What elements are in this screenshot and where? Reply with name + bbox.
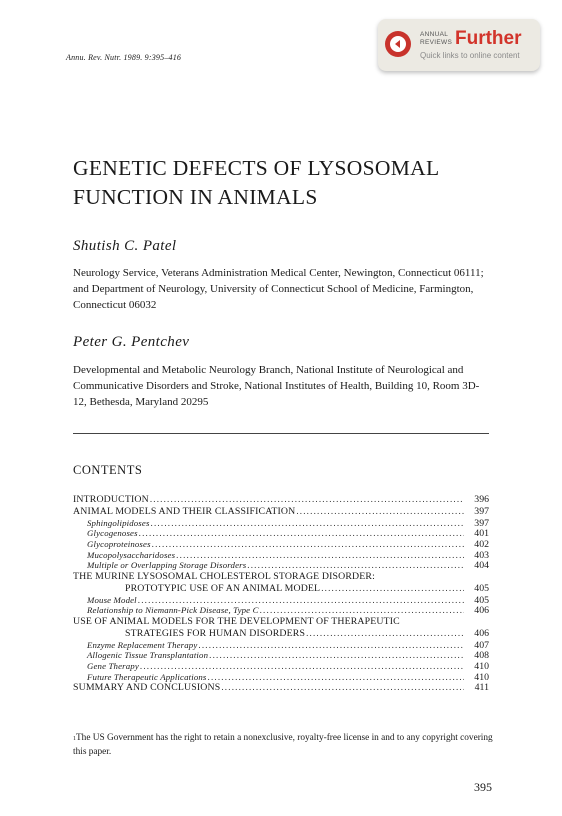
toc-entry (73, 616, 489, 628)
toc-entry-page: 405 (474, 594, 489, 606)
footnote-text: The US Government has the right to retain a nonexclusive, royalty-free license in and to any copyright covering this paper. (73, 733, 493, 757)
toc-entry (73, 571, 489, 583)
section-divider (73, 433, 489, 434)
toc-entry-page: 402 (474, 538, 489, 550)
toc-entry-label: USE OF ANIMAL MODELS FOR THE DEVELOPMENT OF THERAPEUTIC (73, 616, 400, 627)
toc-entry-label: Glycogenoses (87, 528, 138, 539)
toc-entry (73, 650, 489, 661)
author-name: Peter G. Pentchev (73, 334, 190, 350)
toc-entry-page: 406 (474, 627, 489, 639)
author-name: Shutish C. Patel (73, 238, 177, 254)
toc-entry-label: Multiple or Overlapping Storage Disorders (87, 560, 247, 571)
toc-leader-dots (321, 583, 464, 595)
toc-leader-dots (198, 640, 464, 651)
annual-reviews-further-logo-icon (385, 31, 411, 57)
toc-entry-label: Mucopolysaccharidoses (87, 549, 176, 560)
toc-entry-page: 407 (474, 639, 489, 651)
toc-entry (73, 506, 489, 518)
toc-entry-label: Allogenic Tissue Transplantation (87, 650, 209, 661)
toc-leader-dots (150, 494, 464, 506)
toc-entry-page: 411 (474, 682, 489, 694)
toc-leader-dots (140, 661, 464, 672)
article-title: GENETIC DEFECTS OF LYSOSOMAL FUNCTION IN ANIMALS (73, 156, 439, 209)
toc-entry (73, 682, 489, 694)
toc-entry-page: 405 (474, 582, 489, 594)
toc-entry (73, 494, 489, 506)
toc-leader-dots (209, 650, 464, 661)
toc-entry-page: 396 (474, 494, 489, 505)
toc-entry-label: THE MURINE LYSOSOMAL CHOLESTEROL STORAGE DISORDER: (73, 571, 375, 583)
toc-entry-page: 403 (474, 549, 489, 561)
toc-entry (73, 640, 489, 651)
toc-entry-page: 401 (474, 528, 489, 539)
toc-entry (73, 605, 489, 616)
toc-leader-dots (139, 528, 464, 539)
toc-leader-dots (152, 539, 464, 550)
toc-entry (73, 550, 489, 561)
toc-entry (73, 628, 489, 640)
author-affiliation: Developmental and Metabolic Neurology Branch, National Institute of Neurological and Communicative Disorders and Stroke, National Institutes of Health, Building 10, Room 3D-12, Bethesda, Maryland 20295 (73, 364, 480, 408)
toc-entry (73, 518, 489, 529)
toc-entry-label: Mouse Model (87, 594, 137, 605)
further-links-badge[interactable] (378, 19, 540, 71)
author-affiliation: Neurology Service, Veterans Administration Medical Center, Newington, Connecticut 06111; and Department of Neurology, University of Connecticut School of Medicine, Farmington, Connecticut 06032 (73, 267, 484, 311)
toc-entry-label: INTRODUCTION (73, 494, 149, 505)
toc-entry-label: ANIMAL MODELS AND THEIR CLASSIFICATION (73, 505, 296, 517)
toc-leader-dots (260, 605, 464, 616)
toc-entry-page: 408 (474, 650, 489, 661)
toc-entry-label: Future Therapeutic Applications (87, 671, 207, 682)
toc-entry (73, 539, 489, 550)
toc-entry (73, 560, 489, 571)
toc-leader-dots (296, 506, 464, 518)
toc-leader-dots (208, 672, 465, 683)
journal-citation: Annu. Rev. Nutr. 1989. 9:395–416 (66, 53, 182, 62)
toc-leader-dots (306, 628, 464, 640)
page-number: 395 (474, 780, 492, 794)
toc-entry (73, 595, 489, 606)
toc-leader-dots (247, 560, 464, 571)
toc-entry-label: Sphingolipidoses (87, 517, 150, 528)
badge-annual-reviews-label: ANNUAL REVIEWS (420, 31, 453, 46)
toc-entry-page: 410 (474, 660, 489, 672)
toc-entry (73, 583, 489, 595)
toc-entry (73, 528, 489, 539)
toc-entry-page: 397 (474, 517, 489, 529)
footnote (73, 731, 493, 759)
toc-entry-label: Relationship to Niemann-Pick Disease, Type C (87, 605, 259, 616)
toc-entry-label: Glycoproteinoses (87, 538, 151, 549)
toc-leader-dots (138, 595, 464, 606)
badge-further-label: Further (455, 28, 522, 49)
toc-entry-label: PROTOTYPIC USE OF AN ANIMAL MODEL (125, 582, 321, 594)
badge-subtitle: Quick links to online content (420, 51, 520, 60)
footnote-marker: 1 (73, 736, 76, 742)
toc-leader-dots (151, 518, 464, 529)
toc-entry-label: Gene Therapy (87, 660, 139, 671)
toc-leader-dots (176, 550, 464, 561)
toc-entry (73, 672, 489, 683)
contents-heading: CONTENTS (73, 463, 143, 477)
table-of-contents (73, 494, 489, 694)
toc-entry-page: 410 (474, 671, 489, 683)
toc-entry-page: 404 (474, 560, 489, 572)
toc-leader-dots (221, 682, 464, 694)
toc-entry-page: 397 (474, 505, 489, 517)
toc-entry (73, 661, 489, 672)
toc-entry-page: 406 (474, 605, 489, 616)
toc-entry-label: STRATEGIES FOR HUMAN DISORDERS (125, 627, 306, 639)
toc-entry-label: Enzyme Replacement Therapy (87, 639, 198, 650)
toc-entry-label: SUMMARY AND CONCLUSIONS (73, 682, 221, 694)
